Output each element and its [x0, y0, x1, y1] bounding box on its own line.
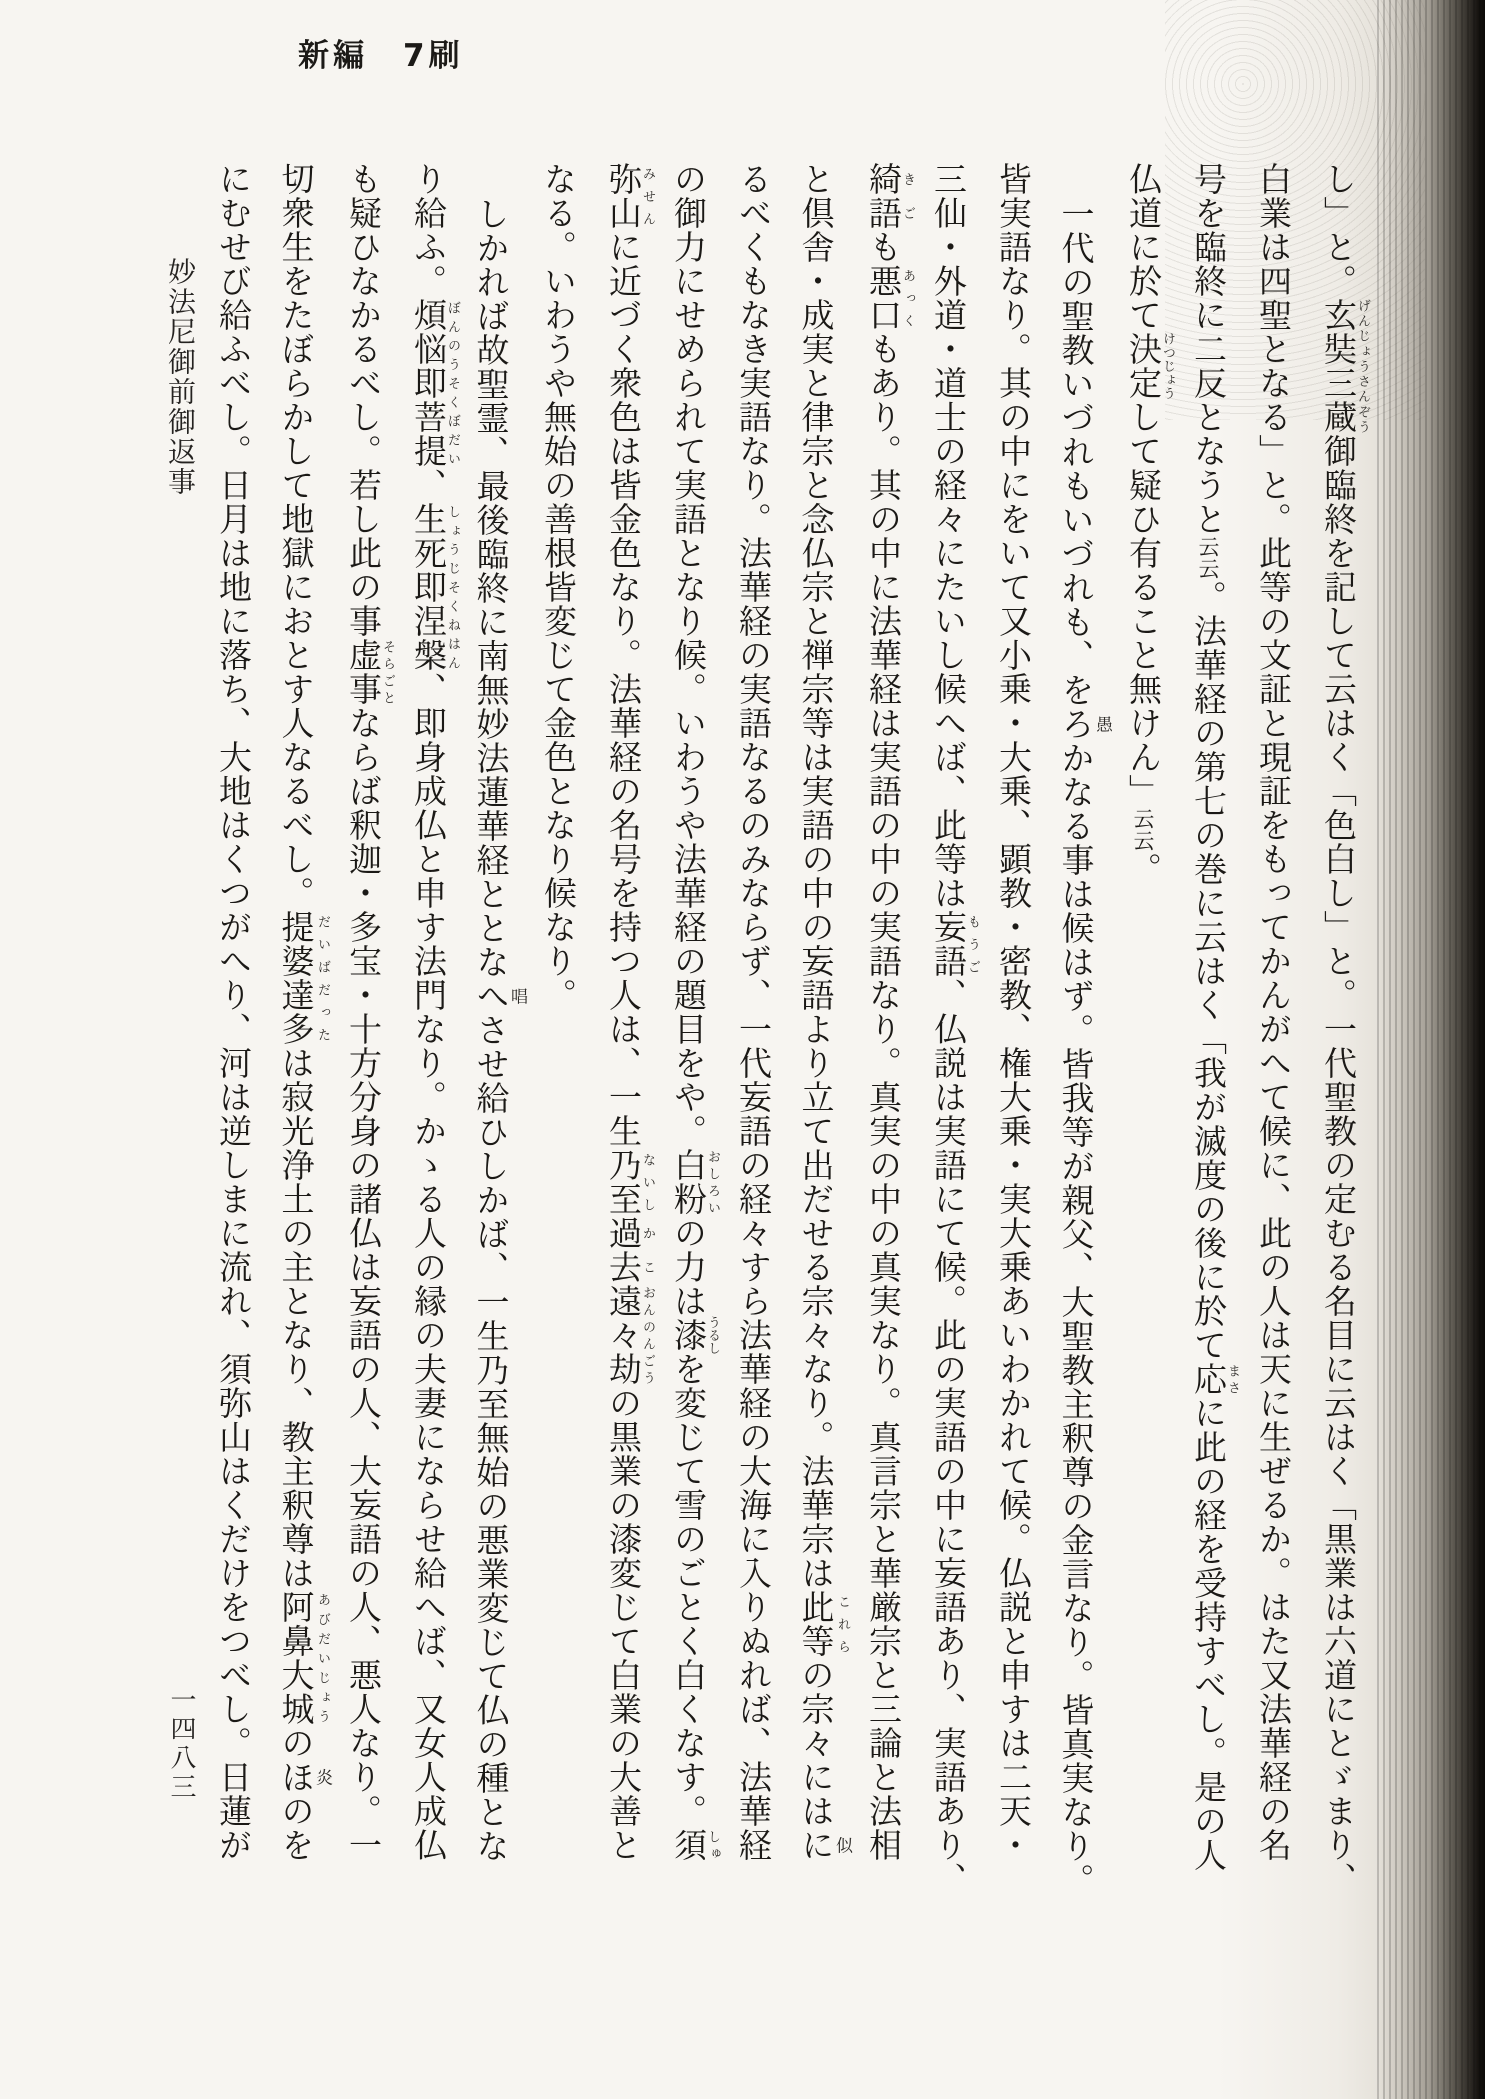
text-column: [591, 162, 656, 1898]
text-run: 仏道に於て: [1124, 162, 1163, 332]
furigana-gloss: 妄語もうご: [929, 910, 980, 978]
furigana-gloss: 過去かこ: [604, 1216, 655, 1284]
margin-note-gloss: ほ炎: [276, 1760, 332, 1794]
text-run: かなる事は候はず。皆我等が親父、大聖教主釈尊の金言なり。皆真実なり。: [1056, 741, 1096, 1897]
text-run: 。: [1124, 852, 1163, 886]
text-run: の: [276, 1726, 316, 1760]
text-column: [721, 162, 786, 1898]
text-column: [786, 162, 851, 1898]
margin-note-gloss: へ唱: [471, 979, 527, 1013]
text-column: [1306, 162, 1371, 1898]
text-run: 号を臨終に二反となうと: [1189, 162, 1228, 536]
furigana-gloss: 弥山みせん: [604, 162, 655, 230]
furigana-gloss: 虚事そらごと: [344, 638, 395, 706]
text-run: 。法華経の第七の巻に云はく「我が滅度の後に於て: [1189, 580, 1228, 1362]
furigana-gloss: 須しゅ: [669, 1828, 720, 1862]
text-run: の力は: [669, 1216, 708, 1318]
text-run: 、仏説は実語にて候。此の実語の中に妄語あり、実語あり、: [929, 978, 968, 1896]
text-run: の黒業の漆変じて白業の大善と: [604, 1386, 643, 1862]
furigana-gloss: 提婆達多 だいばだった: [276, 910, 330, 1046]
edition-header: 新編 7刷: [298, 38, 464, 74]
text-run: 一代の聖教いづれもいづれも、を: [1056, 197, 1096, 707]
text-run: 、即身成仏と申す法門なり。かゝる人の縁の夫妻にならせ給へば、又女人成仏: [409, 672, 448, 1862]
text-column: [916, 162, 981, 1898]
text-run: しかれば故聖霊、最後臨終に南無妙法蓮華経ととな: [471, 197, 511, 979]
furigana-gloss: 此等 これら: [796, 1590, 850, 1658]
text-column: [266, 162, 331, 1898]
furigana-gloss: 生死即涅槃しょうじそくねはん: [409, 502, 460, 672]
text-run: ならば釈迦・多宝・十方分身の諸仏は妄語の人、大妄語の人、悪人なり。一: [344, 706, 383, 1862]
text-run: も: [864, 230, 903, 264]
margin-note-gloss: ろ愚: [1056, 707, 1112, 741]
text-column: [1046, 162, 1111, 1898]
text-run: 云云: [1196, 536, 1220, 580]
furigana-gloss: 遠々劫おんのんごう: [604, 1284, 655, 1386]
text-run: 切衆生をたぼらかして地獄におとす人なるべし。: [276, 162, 316, 910]
text-run: のを: [276, 1794, 316, 1862]
page-number: 一四八三: [166, 1686, 196, 1802]
text-run: に此の経を受持すべし。是の人: [1189, 1396, 1228, 1872]
text-column: [1111, 162, 1176, 1898]
text-column: [461, 162, 526, 1898]
text-run: るべくもなき実語なり。法華経の実語なるのみならず、一代妄語の経々すら法華経の大海に入りぬれば、法華経: [734, 162, 773, 1862]
text-run: と倶舎・成実と律宗と念仏宗と禅宗等は実語の中の妄語より立て出だせる宗々なり。法華宗は: [796, 162, 836, 1590]
text-run: を変じて雪のごとく白くなす。: [669, 1352, 708, 1828]
text-run: に近づく衆色は皆金色なり。法華経の名号を持つ人は、一生: [604, 230, 643, 1148]
furigana-gloss: 乃至ないし: [604, 1148, 655, 1216]
furigana-gloss: 漆うるし: [669, 1315, 720, 1355]
furigana-gloss: 綺語きご: [864, 162, 915, 230]
text-run: 云云: [1131, 808, 1155, 852]
text-run: し」と。: [1319, 162, 1358, 298]
text-run: 三仙・外道・道士の経々にたいし候へば、此等は: [929, 162, 968, 910]
furigana-gloss: 阿鼻大城 あびだいじょう: [276, 1590, 330, 1726]
furigana-gloss: 決定けつじょう: [1124, 332, 1175, 400]
furigana-gloss: 応まさ: [1189, 1362, 1240, 1396]
text-run: もあり。其の中に法華経は実語の中の実語なり。真実の中の真実なり。真言宗と華厳宗と三論と法相: [864, 332, 903, 1862]
furigana-gloss: 悪口あっく: [864, 264, 915, 332]
text-column: [1176, 162, 1241, 1898]
text-column: [396, 162, 461, 1898]
text-run: させ給ひしかば、一生乃至無始の悪業変じて仏の種とな: [471, 1013, 511, 1863]
text-run: にむせび給ふべし。日月は地に落ち、大地はくつがへり、河は逆しまに流れ、須弥山はくだけをつべし。日蓮が: [214, 162, 253, 1862]
text-column: [656, 162, 721, 1898]
text-column: [1241, 162, 1306, 1898]
text-run: して疑ひ有ること無けん」: [1124, 400, 1163, 808]
text-run: の宗々には: [796, 1658, 836, 1828]
text-run: は寂光浄土の主となり、教主釈尊は: [276, 1046, 316, 1590]
margin-note-gloss: に似: [796, 1828, 852, 1862]
text-column: [851, 162, 916, 1898]
text-column: [526, 162, 591, 1898]
text-column: [981, 162, 1046, 1898]
margin-title: 妙法尼御前御返事: [164, 257, 197, 497]
text-run: 皆実語なり。其の中にをいて又小乗・大乗、顕教・密教、権大乗・実大乗あいわかれて候。仏説と申すは二天・: [994, 162, 1033, 1862]
text-run: も疑ひなかるべし。若し此の事: [344, 162, 383, 638]
book-edge-shadow: [1377, 0, 1485, 2099]
furigana-gloss: 玄奘三蔵げんじょうさんぞう: [1319, 298, 1370, 434]
text-run: の御力にせめられて実語となり候。いわうや法華経の題目をや。: [669, 162, 708, 1148]
text-run: なる。いわうや無始の善根皆変じて金色となり候なり。: [539, 162, 578, 1012]
furigana-gloss: 煩悩即菩提ぼんのうそくぼだい: [409, 298, 460, 468]
text-run: 御臨終を記して云はく「色白し」と。一代聖教の定むる名目に云はく「黒業は六道にとゞまり、: [1319, 434, 1358, 1896]
furigana-gloss: 白粉おしろい: [669, 1148, 720, 1216]
text-run: 、: [409, 468, 448, 502]
text-column: [331, 162, 396, 1898]
text-block: [201, 162, 1371, 1898]
text-run: り給ふ。: [409, 162, 448, 298]
text-column: [201, 162, 266, 1898]
text-run: 白業は四聖となる」と。此等の文証と現証をもってかんがへて候に、此の人は天に生ぜるか。はた又法華経の名: [1254, 162, 1293, 1862]
